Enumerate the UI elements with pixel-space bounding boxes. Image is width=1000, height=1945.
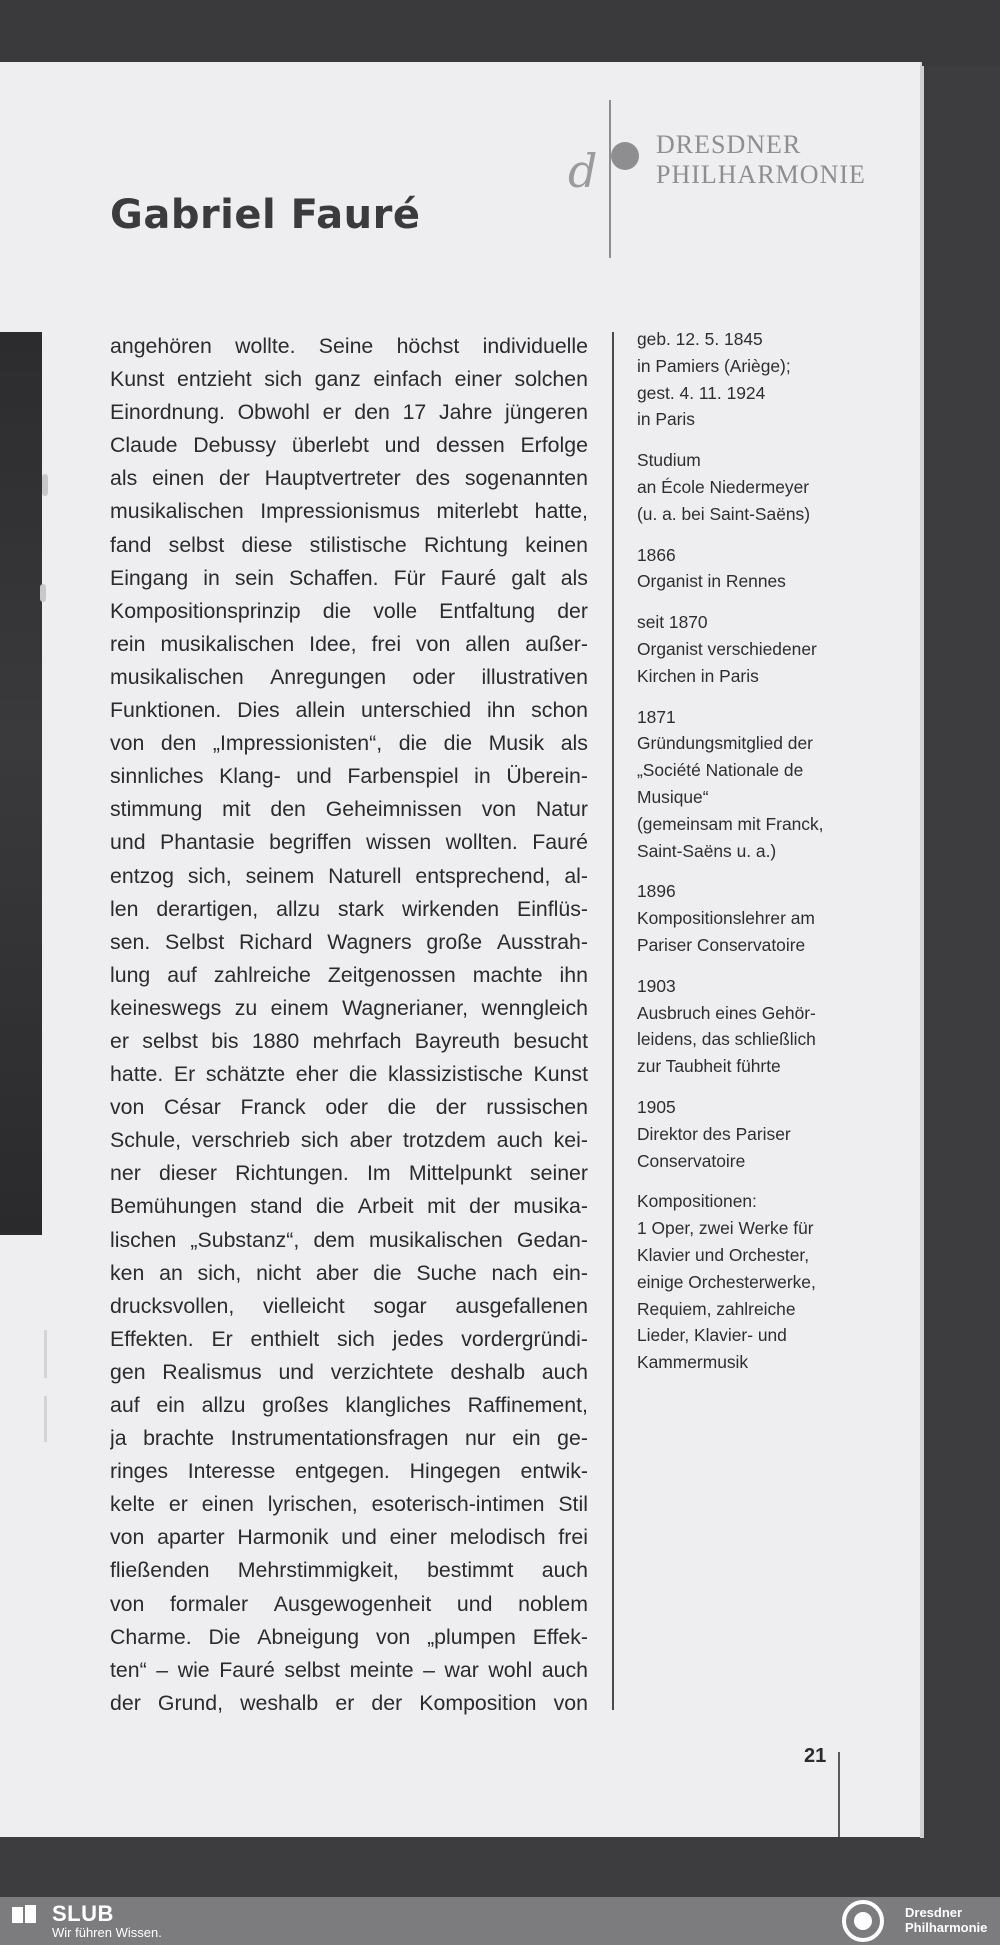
text-line: Einordnung. Obwohl er den 17 Jahre jüngeren <box>110 400 588 425</box>
sidebar-entry <box>637 973 857 1080</box>
sidebar-line: Kirchen in Paris <box>637 665 759 686</box>
sidebar-line: Conservatoire <box>637 1150 746 1171</box>
text-line: fließenden Mehrstimmigkeit, bestimmt auch <box>110 1558 588 1583</box>
text-line: lung auf zahlreiche Zeitgenossen machte ihn <box>110 962 588 987</box>
sidebar-line: 1871 <box>637 706 676 727</box>
sidebar-line: an École Niedermeyer <box>637 476 810 497</box>
text-line: musikalischen Anregungen oder illustrativen <box>110 664 588 689</box>
sidebar-line: 1905 <box>637 1096 676 1117</box>
sidebar-line: 1 Oper, zwei Werke für <box>637 1218 814 1239</box>
slub-book-icon <box>12 1905 38 1925</box>
binding-mark <box>44 1330 47 1378</box>
sidebar-line: geb. 12. 5. 1845 <box>637 329 763 349</box>
library-tagline: Wir führen Wissen. <box>52 1925 162 1940</box>
page-title: Gabriel Fauré <box>110 192 421 238</box>
sidebar-line: in Paris <box>637 409 695 430</box>
text-line: ja brachte Instrumentationsfragen nur ein ge- <box>110 1426 588 1451</box>
sidebar-entry <box>637 878 857 958</box>
text-line: er selbst bis 1880 mehrfach Bayreuth besucht <box>110 1028 588 1053</box>
dresdner-philharmonie-logo <box>568 100 866 260</box>
sidebar-entry <box>637 704 857 865</box>
text-line: Eingang in sein Schaffen. Für Fauré galt als <box>110 565 588 590</box>
philharmonie-logo-icon[interactable] <box>842 1900 884 1942</box>
text-line: len derartigen, allzu stark wirkenden Einflüs- <box>110 896 588 921</box>
sidebar-line: Kompositionslehrer am <box>637 908 815 929</box>
sidebar-line: Direktor des Pariser <box>637 1123 791 1144</box>
text-line: ten“ – wie Fauré selbst meinte – war wohl auch <box>110 1657 588 1682</box>
text-line: ken an sich, nicht aber die Suche nach ein- <box>110 1260 588 1285</box>
text-line: rein musikalischen Idee, frei von allen außer- <box>110 631 588 656</box>
text-line: sinnliches Klang- und Farbenspiel in Überein- <box>110 764 588 789</box>
sidebar-entry <box>637 447 857 527</box>
page-edge <box>920 66 924 1838</box>
column-divider <box>612 332 614 1710</box>
sidebar-line: Gründungsmitglied der <box>637 733 813 754</box>
partner-line-2: Philharmonie <box>905 1920 988 1935</box>
sidebar-line: gest. 4. 11. 1924 <box>637 382 766 403</box>
sidebar-line: Organist in Rennes <box>637 571 786 592</box>
logo-dot <box>611 142 639 170</box>
text-line: sen. Selbst Richard Wagners große Ausstrah- <box>110 929 588 954</box>
text-line: von César Franck oder die der russischen <box>110 1095 588 1120</box>
text-line: ner dieser Richtungen. Im Mittelpunkt seiner <box>110 1161 588 1186</box>
text-line: Charme. Die Abneigung von „plumpen Effek- <box>110 1624 588 1649</box>
text-line: von aparter Harmonik und einer melodisch frei <box>110 1525 588 1550</box>
text-line: Schule, verschrieb sich aber trotzdem auch kei- <box>110 1128 588 1153</box>
sidebar-entry <box>637 1094 857 1174</box>
logo-d-glyph: d <box>568 144 598 198</box>
sidebar-line: Kammermusik <box>637 1352 749 1373</box>
text-line: fand selbst diese stilistische Richtung keinen <box>110 532 588 557</box>
text-line: stimmung mit den Geheimnissen von Natur <box>110 797 588 822</box>
text-line: von formaler Ausgewogenheit und noblem <box>110 1591 588 1616</box>
binding-mark <box>44 1396 47 1442</box>
text-line: als einen der Hauptvertreter des sogenannten <box>110 466 588 491</box>
binding-hole <box>42 474 48 496</box>
text-line: entzog sich, seinem Naturell entsprechend, al- <box>110 863 588 888</box>
binding-hole <box>40 584 46 602</box>
sidebar-line: Ausbruch eines Gehör- <box>637 1002 816 1023</box>
library-name[interactable]: SLUB <box>52 1901 114 1926</box>
page-number-rule <box>838 1752 840 1837</box>
facing-page-photo-edge <box>0 332 42 1235</box>
sidebar-entry <box>637 1188 857 1376</box>
text-line: von den „Impressionisten“, die die Musik als <box>110 731 588 756</box>
sidebar-line: Studium <box>637 450 701 471</box>
sidebar-entry <box>637 542 857 596</box>
partner-line-1: Dresdner <box>905 1905 963 1920</box>
sidebar-line: in Pamiers (Ariège); <box>637 355 791 376</box>
sidebar-line: (u. a. bei Saint-Saëns) <box>637 503 811 524</box>
text-line: und Phantasie begriffen wissen wollten. Fauré <box>110 830 588 855</box>
sidebar-entry <box>637 326 857 433</box>
sidebar-line: 1866 <box>637 544 676 565</box>
biography-sidebar <box>637 326 857 1390</box>
sidebar-line: Musique“ <box>637 786 709 807</box>
sidebar-line: Saint-Saëns u. a.) <box>637 840 777 861</box>
logo-stem <box>609 100 611 258</box>
logo-text <box>656 130 866 190</box>
viewer-footer <box>0 1897 1000 1945</box>
text-line: keineswegs zu einem Wagnerianer, wenngleich <box>110 995 588 1020</box>
sidebar-line: (gemeinsam mit Franck, <box>637 813 824 834</box>
sidebar-line: Klavier und Orchester, <box>637 1244 810 1265</box>
partner-name[interactable] <box>905 1905 987 1935</box>
sidebar-line: Pariser Conservatoire <box>637 934 806 955</box>
text-line: ringes Interesse entgegen. Hingegen entwik- <box>110 1459 588 1484</box>
text-line: Funktionen. Dies allein unterschied ihn schon <box>110 698 588 723</box>
sidebar-line: Lieder, Klavier- und <box>637 1325 787 1346</box>
sidebar-entry <box>637 609 857 689</box>
scan-background-top <box>0 0 1000 66</box>
text-line: auf ein allzu großes klangliches Raffinement, <box>110 1393 588 1417</box>
sidebar-line: seit 1870 <box>637 612 708 633</box>
sidebar-line: zur Taubheit führte <box>637 1056 781 1077</box>
text-line: hatte. Er schätzte eher die klassizistische Kunst <box>110 1062 588 1087</box>
text-line: Kompositionsprinzip die volle Entfaltung der <box>110 598 588 623</box>
logo-line-2: PHILHARMONIE <box>656 160 866 189</box>
text-line: Bemühungen stand die Arbeit mit der musika- <box>110 1194 588 1219</box>
text-line: Claude Debussy überlebt und dessen Erfolge <box>110 433 588 458</box>
sidebar-line: Requiem, zahlreiche <box>637 1298 796 1319</box>
sidebar-line: Organist verschiedener <box>637 638 817 659</box>
biography-text <box>110 330 588 1720</box>
sidebar-line: einige Orchesterwerke, <box>637 1271 816 1292</box>
text-line: angehören wollte. Seine höchst individuelle <box>110 334 588 358</box>
text-line: der Grund, weshalb er der Komposition von <box>110 1690 588 1715</box>
sidebar-line: 1896 <box>637 881 676 902</box>
text-line: gen Realismus und verzichtete deshalb auch <box>110 1359 588 1384</box>
text-line: kelte er einen lyrischen, esoterisch-intimen Stil <box>110 1492 588 1517</box>
sidebar-line: 1903 <box>637 975 676 996</box>
sidebar-line: „Société Nationale de <box>637 760 804 781</box>
text-line: musikalischen Impressionismus miterlebt hatte, <box>110 499 588 524</box>
sidebar-line: Kompositionen: <box>637 1191 757 1212</box>
logo-line-1: DRESDNER <box>656 130 802 159</box>
text-line: Effekten. Er enthielt sich jedes vordergründi- <box>110 1326 588 1351</box>
text-line: drucksvollen, vielleicht sogar ausgefallenen <box>110 1293 588 1318</box>
text-line: lischen „Substanz“, dem musikalischen Gedan- <box>110 1227 588 1252</box>
page-number: 21 <box>804 1745 827 1767</box>
text-line: Kunst entzieht sich ganz einfach einer solchen <box>110 367 588 392</box>
sidebar-line: leidens, das schließlich <box>637 1029 816 1050</box>
